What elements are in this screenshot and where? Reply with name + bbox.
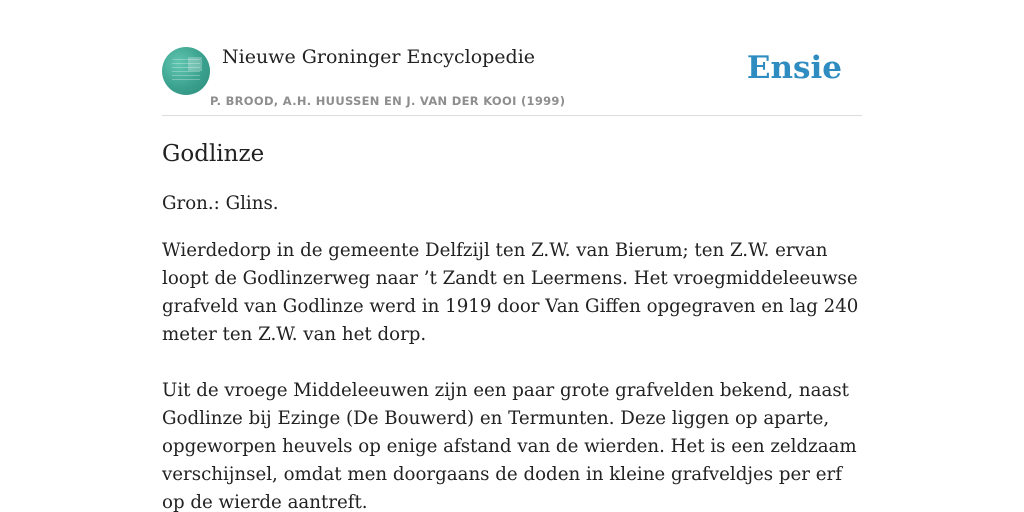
article bbox=[162, 138, 862, 512]
article-paragraph: Wierdedorp in de gemeente Delfzijl ten Z.W. van Bierum; ten Z.W. ervan loopt de Godlinzerweg naar ’t Zandt en Leermens. Het vroegmiddeleeuwse grafveld van Godlinze werd in 1919 door Van Giffen opgegraven en lag 240 meter ten Z.W. van het dorp. bbox=[162, 240, 859, 345]
article-paragraph: Uit de vroege Middeleeuwen zijn een paar grote grafvelden bekend, naast Godlinze bij Ezinge (De Bouwerd) en Termunten. Deze liggen op aparte, opgeworpen heuvels op enige afstand van de wierden. Het is een zeldzaam verschijnsel, omdat men doorgaans de doden in kleine grafveldjes per erf op de wierde aantreft. bbox=[162, 380, 857, 512]
ensie-logo[interactable]: Ensie bbox=[746, 50, 842, 86]
book-authors: P. BROOD, A.H. HUUSSEN EN J. VAN DER KOOI (1999) bbox=[210, 94, 566, 108]
article-title: Godlinze bbox=[162, 141, 265, 167]
cover-square bbox=[188, 57, 202, 71]
book-title-link[interactable]: Nieuwe Groninger Encyclopedie bbox=[222, 46, 536, 68]
page-header bbox=[162, 38, 862, 116]
book-cover-avatar[interactable] bbox=[162, 47, 210, 95]
article-paragraph: Gron.: Glins. bbox=[162, 193, 279, 214]
